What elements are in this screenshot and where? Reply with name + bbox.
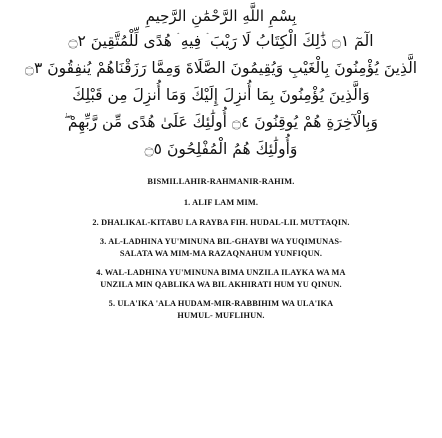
arabic-line-2: الَّذِينَ يُؤْمِنُونَ بِالْغَيْبِ وَيُقِيمُونَ الصَّلَاةَ وَمِمَّا رَزَقْنَاهُمْ يُنفِقُونَ ۝٣ — [24, 59, 418, 77]
arabic-bismillah: بِسْمِ اللَّهِ الرَّحْمَٰنِ الرَّحِيمِ — [145, 7, 297, 25]
transliteration-line: 3. AL-LADHINA YU'MINUNA BIL-GHAYBI WA YUQIMUNAS- — [99, 237, 343, 246]
transliteration-verse-5 — [6, 298, 436, 321]
transliteration-verse-3 — [6, 236, 436, 259]
transliteration-heading: BISMILLAHIR-RAHMANIR-RAHIM. — [147, 177, 295, 186]
transliteration-line: SALATA WA MIM-MA RAZAQNAHUM YUNFIQUN. — [119, 248, 323, 258]
transliteration-line: 4. WAL-LADHINA YU'MINUNA BIMA UNZILA ILAYKA WA MA — [96, 268, 346, 277]
arabic-line-4: وَبِالْآخِرَةِ هُمْ يُوقِنُونَ ۝٤ أُولَٰئِكَ عَلَىٰ هُدًى مِّن رَّبِّهِمْ ۖ — [64, 113, 378, 131]
arabic-line-5: وَأُولَٰئِكَ هُمُ الْمُفْلِحُونَ ۝٥ — [144, 140, 298, 158]
transliteration-verse-4 — [6, 267, 436, 290]
transliteration-line: UNZILA MIN QABLIKA WA BIL AKHIRATI HUM YU QINUN. — [100, 279, 342, 289]
transliteration-line: HUMUL- MUFLIHUN. — [177, 310, 265, 320]
transliteration-block — [6, 176, 436, 321]
transliteration-line: 5. ULA'IKA 'ALA HUDAM-MIR-RABBIHIM WA ULA'IKA — [108, 299, 334, 308]
arabic-text-block — [6, 6, 436, 163]
arabic-line-3: وَالَّذِينَ يُؤْمِنُونَ بِمَا أُنزِلَ إِلَيْكَ وَمَا أُنزِلَ مِن قَبْلِكَ — [72, 86, 370, 104]
transliteration-verse-1 — [6, 197, 436, 209]
arabic-line-1: الٓمٓ ۝١ ذَٰلِكَ الْكِتَابُ لَا رَيْبَ ۛ فِيهِ ۛ هُدًى لِّلْمُتَّقِينَ ۝٢ — [68, 32, 374, 50]
transliteration-verse-2 — [6, 217, 436, 229]
transliteration-line: 2. DHALIKAL-KITABU LA RAYBA FIH. HUDAL-LIL MUTTAQIN. — [92, 217, 350, 227]
transliteration-line: 1. ALIF LAM MIM. — [183, 198, 259, 207]
